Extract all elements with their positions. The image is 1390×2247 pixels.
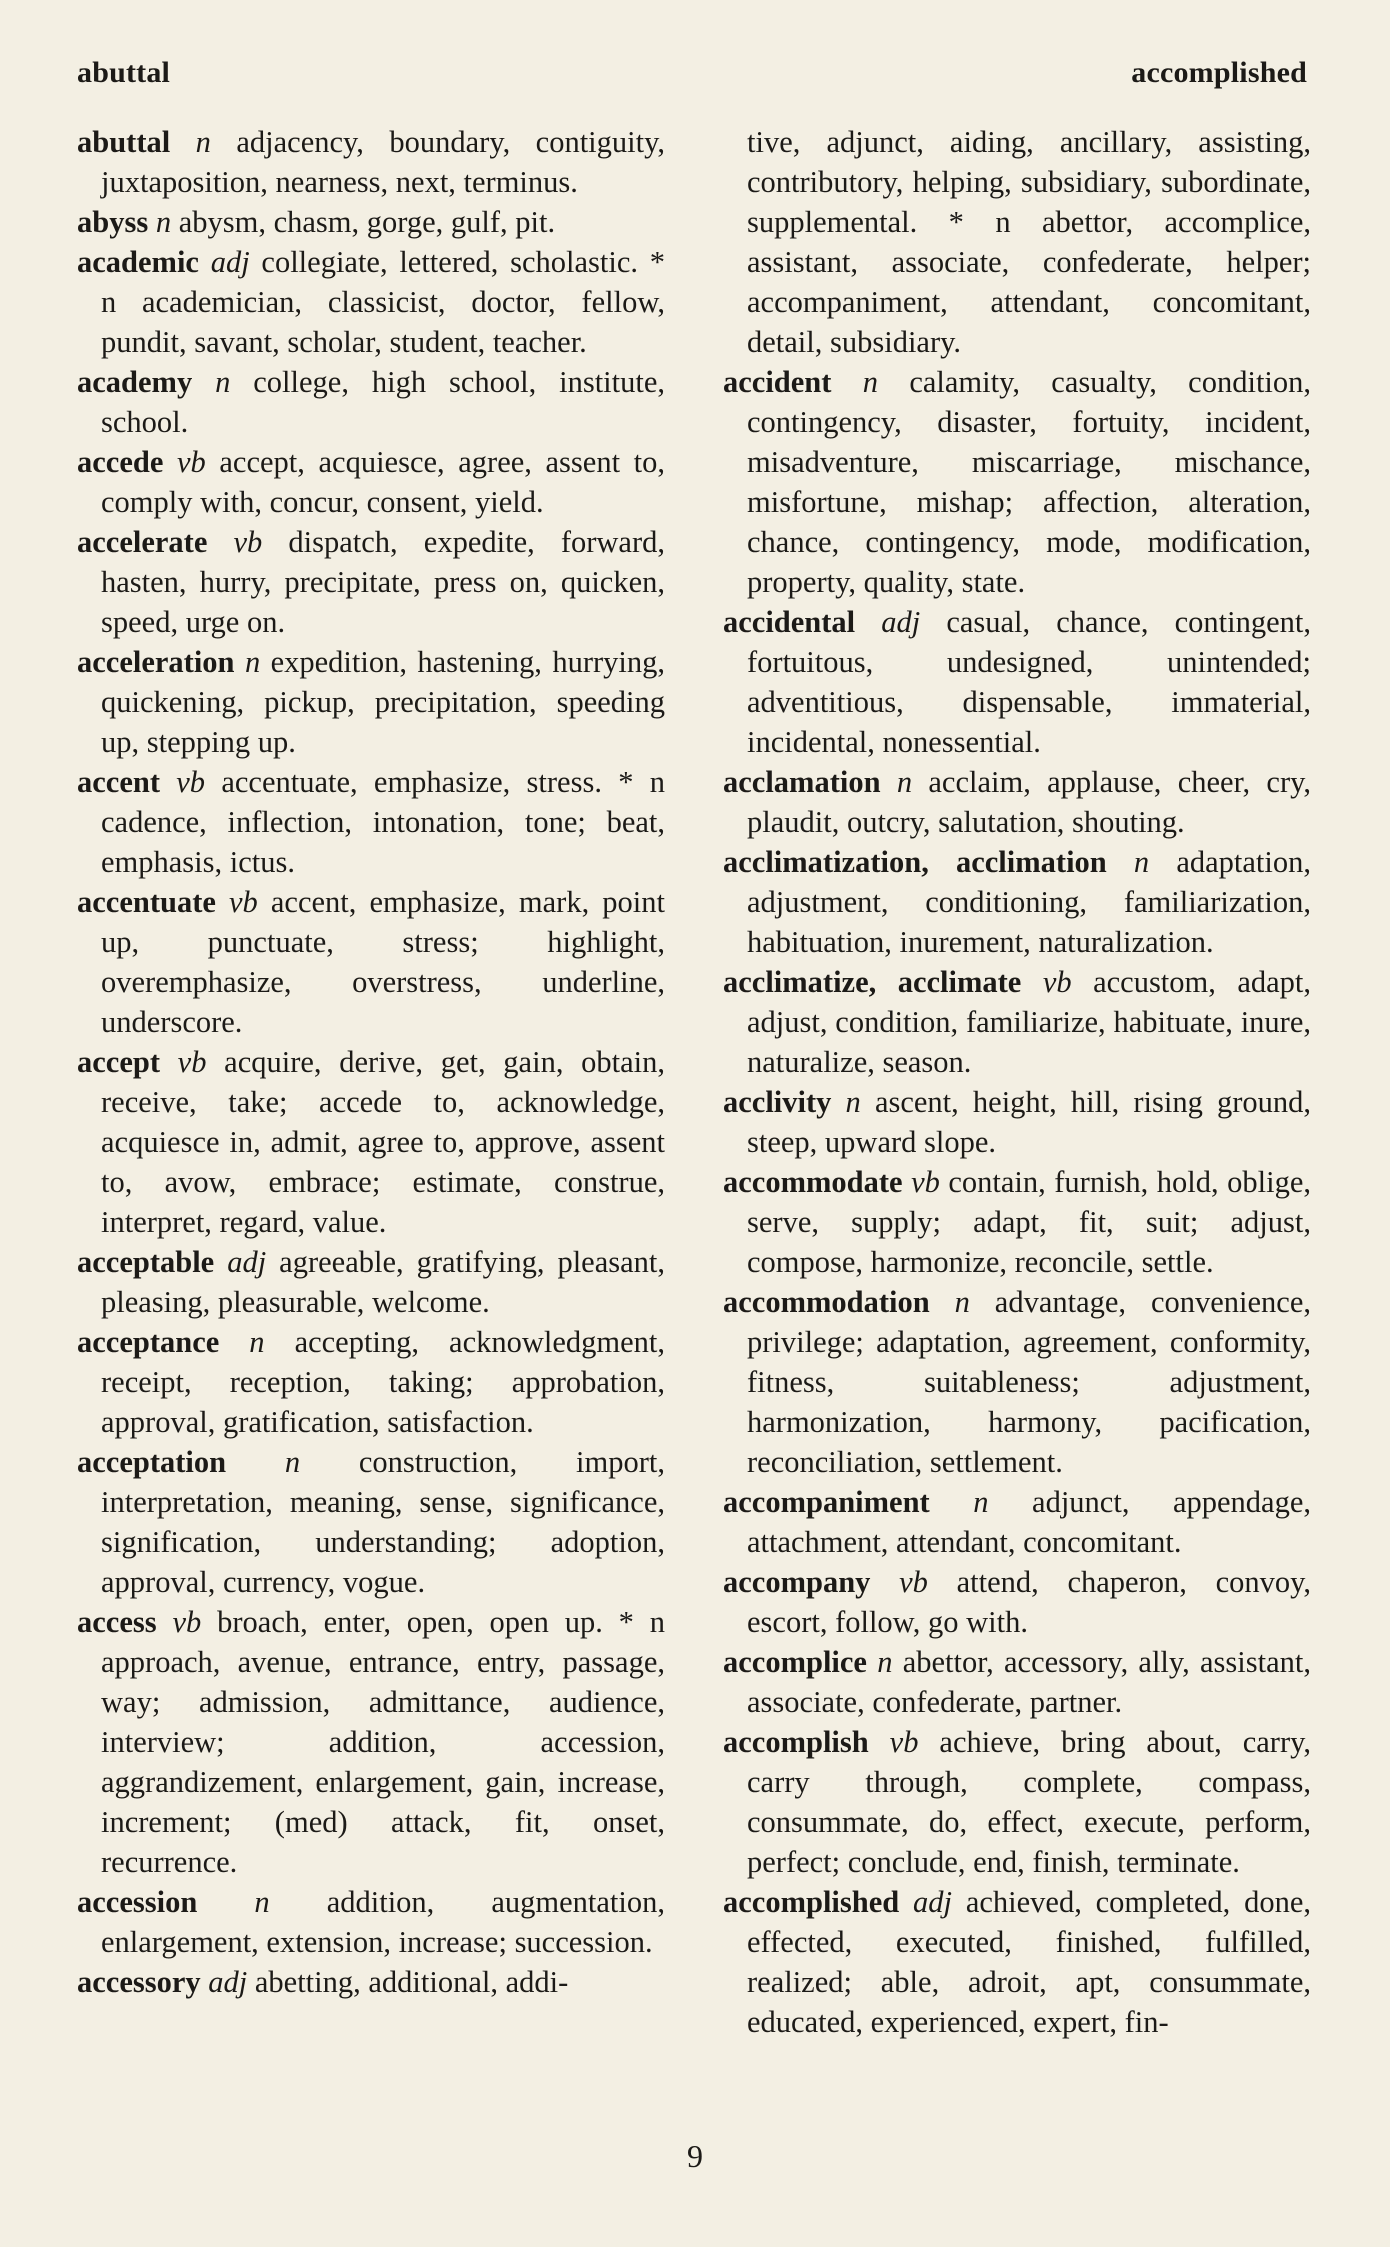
headword: acclamation [723,765,881,799]
synonyms: construction, import, interpretation, meaning, sense, significance, signification, understanding; adoption, approval, currency, vogue. [101,1445,666,1599]
part-of-speech: n [973,1485,989,1519]
dictionary-entry [723,1882,1311,2042]
dictionary-entry [723,1282,1311,1482]
headword: accent [77,765,160,799]
dictionary-entry [723,1642,1311,1722]
part-of-speech: adj [227,1245,267,1279]
page-number: 9 [687,2138,703,2174]
dictionary-entry [77,522,665,642]
synonyms: adjunct, appendage, attachment, attendant, concomitant. [747,1485,1312,1559]
dictionary-entry [723,1562,1311,1642]
dictionary-entry [723,1082,1311,1162]
synonyms: abysm, chasm, gorge, gulf, pit. [178,205,556,239]
dictionary-entry [77,1882,665,1962]
part-of-speech: n [195,125,211,159]
headword: academic [77,245,199,279]
headword: accidental [723,605,856,639]
part-of-speech: n [896,765,913,799]
dictionary-entry [723,1722,1311,1882]
synonyms: achieved, completed, done, effected, executed, finished, fulfilled, realized; able, adroit, apt, consummate, educated, experienced, expert, fin- [747,1885,1312,2039]
dictionary-entry [77,1042,665,1242]
part-of-speech: n [249,1325,265,1359]
dictionary-entry [723,762,1311,842]
headword: accompaniment [723,1485,930,1519]
headword: accomplice [723,1645,867,1679]
part-of-speech: n [862,365,878,399]
headword: acclivity [723,1085,832,1119]
synonyms: expedition, hastening, hurrying, quickening, pickup, precipitation, speeding up, stepping up. [101,645,665,759]
dictionary-entry [77,642,665,762]
part-of-speech: vb [889,1725,919,1759]
headword: acceptation [77,1445,227,1479]
right-guide-word: accomplished [1131,56,1307,89]
synonyms: contain, furnish, hold, oblige, serve, supply; adapt, fit, suit; adjust, compose, harmonize, reconcile, settle. [747,1165,1312,1279]
dictionary-entry [77,1442,665,1602]
headword: acceleration [77,645,235,679]
headword: accelerate [77,525,208,559]
part-of-speech: n [877,1645,893,1679]
headword: accident [723,365,832,399]
headword: accede [77,445,164,479]
synonyms: acquire, derive, get, gain, obtain, receive, take; accede to, acknowledge, acquiesce in, admit, agree to, approve, assent to, avow, embrace; estimate, construe, interpret, regard, value. [101,1045,665,1239]
synonyms: ascent, height, hill, rising ground, steep, upward slope. [747,1085,1311,1159]
synonyms: agreeable, gratifying, pleasant, pleasing, pleasurable, welcome. [101,1245,666,1319]
synonyms: casual, chance, contingent, fortuitous, undesigned, unintended; adventitious, dispensable, immaterial, incidental, nonessential. [747,605,1311,759]
synonyms: adaptation, adjustment, conditioning, familiarization, habituation, inurement, naturalization. [747,845,1312,959]
dictionary-entry [723,962,1311,1082]
part-of-speech: adj [210,245,250,279]
part-of-speech: n [155,205,172,239]
headword: acclimatization, acclimation [723,845,1107,879]
part-of-speech: n [845,1085,861,1119]
dictionary-entry [77,882,665,1042]
headword: academy [77,365,193,399]
part-of-speech: n [244,645,261,679]
left-guide-word: abuttal [77,56,171,89]
headword: accomplish [723,1725,869,1759]
part-of-speech: vb [176,765,206,799]
synonyms: accepting, acknowledgment, receipt, reception, taking; approbation, approval, gratification, satisfaction. [101,1325,666,1439]
dictionary-entry [723,362,1311,602]
part-of-speech: vb [176,445,206,479]
headword: acceptance [77,1325,220,1359]
synonyms: advantage, convenience, privilege; adaptation, agreement, conformity, fitness, suitableness; adjustment, harmonization, harmony, pacification, reconciliation, settlement. [747,1285,1311,1479]
synonyms: calamity, casualty, condition, contingency, disaster, fortuity, incident, misadventure, miscarriage, mischance, misfortune, mishap; affection, alteration, chance, contingency, mode, modification, property, quality, state. [747,365,1312,599]
synonyms: addition, augmentation, enlargement, extension, increase; succession. [101,1885,665,1959]
dictionary-entry [77,242,665,362]
synonyms: attend, chaperon, convoy, escort, follow, go with. [747,1565,1311,1639]
synonyms: abetting, additional, addi- [254,1965,569,1999]
synonyms: adjacency, boundary, contiguity, juxtaposition, nearness, next, terminus. [101,125,665,199]
dictionary-entry [723,602,1311,762]
synonyms: acclaim, applause, cheer, cry, plaudit, outcry, salutation, shouting. [747,765,1311,839]
headword: accommodation [723,1285,930,1319]
dictionary-entry [723,842,1311,962]
synonyms: broach, enter, open, open up. * n approach, avenue, entrance, entry, passage, way; admission, admittance, audience, interview; addition, accession, aggrandizement, enlargement, gain, increase, increment; (med) attack, fit, onset, recurrence. [101,1605,666,1879]
synonyms: college, high school, institute, school. [101,365,666,439]
headword: abuttal [77,125,171,159]
dictionary-entry [77,1602,665,1882]
headword: accompany [723,1565,871,1599]
synonyms: accent, emphasize, mark, point up, punctuate, stress; highlight, overemphasize, overstress, underline, underscore. [101,885,665,1039]
part-of-speech: vb [1042,965,1072,999]
left-column [77,122,665,2002]
headword: acclimatize, acclimate [723,965,1022,999]
synonyms: accentuate, emphasize, stress. * n cadence, inflection, intonation, tone; beat, emphasis, ictus. [101,765,665,879]
synonyms: abettor, accessory, ally, assistant, associate, confederate, partner. [747,1645,1312,1719]
part-of-speech: adj [913,1885,953,1919]
headword: accept [77,1045,160,1079]
headword: access [77,1605,157,1639]
headword: accommodate [723,1165,903,1199]
part-of-speech: adj [208,1965,248,1999]
dictionary-entry [77,202,665,242]
part-of-speech: adj [881,605,921,639]
right-column [723,122,1311,2042]
part-of-speech: vb [177,1045,207,1079]
synonyms: accept, acquiesce, agree, assent to, comply with, concur, consent, yield. [101,445,666,519]
headword: abyss [77,205,149,239]
headword: accessory [77,1965,201,1999]
dictionary-entry [723,1162,1311,1282]
dictionary-entry [77,362,665,442]
dictionary-entry [77,442,665,522]
synonyms: accustom, adapt, adjust, condition, familiarize, habituate, inure, naturalize, season. [747,965,1312,1079]
dictionary-entry [77,122,665,202]
part-of-speech: vb [172,1605,202,1639]
part-of-speech: n [284,1445,301,1479]
dictionary-entry [77,1322,665,1442]
part-of-speech: n [954,1285,970,1319]
synonyms: achieve, bring about, carry, carry through, complete, compass, consummate, do, effect, execute, perform, perfect; conclude, end, finish, terminate. [747,1725,1311,1879]
synonyms: dispatch, expedite, forward, hasten, hurry, precipitate, press on, quicken, speed, urge on. [101,525,666,639]
synonyms: collegiate, lettered, scholastic. * n academician, classicist, doctor, fellow, pundit, savant, scholar, student, teacher. [101,245,665,359]
dictionary-entry [723,1482,1311,1562]
dictionary-entry [77,1962,665,2002]
dictionary-entry [77,1242,665,1322]
part-of-speech: vb [228,885,258,919]
headword: accomplished [723,1885,900,1919]
part-of-speech: n [254,1885,270,1919]
headword: accentuate [77,885,216,919]
part-of-speech: n [215,365,231,399]
headword: accession [77,1885,198,1919]
headword: acceptable [77,1245,215,1279]
continued-entry-text: tive, adjunct, aiding, ancillary, assisting, contributory, helping, subsidiary, subordinate, supplemental. * n abettor, accomplice, assistant, associate, confederate, helper; accompaniment, attendant, concomitant, detail, subsidiary. [747,125,1311,359]
dictionary-entry [77,762,665,882]
part-of-speech: vb [233,525,263,559]
part-of-speech: vb [899,1565,928,1599]
part-of-speech: n [1133,845,1150,879]
part-of-speech: vb [911,1165,940,1199]
